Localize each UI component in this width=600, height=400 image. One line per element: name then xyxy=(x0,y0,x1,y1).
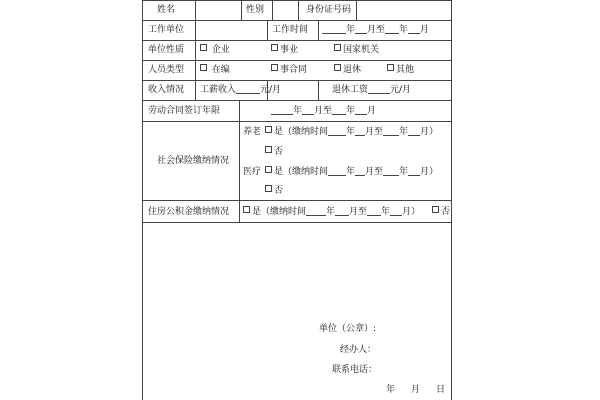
checkbox-icon[interactable] xyxy=(334,64,341,71)
gender-label: 性别 xyxy=(246,5,265,15)
col-divider xyxy=(298,0,299,20)
pension-field: 退休工资 元/月 xyxy=(332,85,412,95)
row-divider xyxy=(143,0,451,1)
row-divider xyxy=(143,80,451,81)
checkbox-icon[interactable] xyxy=(387,64,394,71)
row-divider xyxy=(143,20,451,21)
row-divider xyxy=(143,40,451,41)
option-staff[interactable]: 在编 xyxy=(200,64,230,76)
medical-no-option[interactable]: 否 xyxy=(265,185,283,197)
certificate-form xyxy=(142,0,452,400)
checkbox-icon[interactable] xyxy=(432,206,439,213)
pension-insurance-label: 养老 xyxy=(243,127,262,137)
col-divider xyxy=(239,121,240,222)
row-divider xyxy=(143,60,451,61)
option-state-organ[interactable]: 国家机关 xyxy=(334,44,379,56)
name-label: 姓名 xyxy=(157,5,176,15)
work-time-value: 年 月至 年 月 xyxy=(322,24,429,36)
social-insurance-label: 社会保险缴纳情况 xyxy=(157,156,230,166)
option-other[interactable]: 其他 xyxy=(387,64,414,76)
checkbox-icon[interactable] xyxy=(265,166,272,173)
option-contract[interactable]: 事合同 xyxy=(271,64,307,76)
row-divider xyxy=(143,100,451,101)
date-month: 月 xyxy=(411,385,421,395)
unit-seal-label: 单位（公章）: xyxy=(319,324,377,334)
pension-no-option[interactable]: 否 xyxy=(265,146,283,158)
col-divider xyxy=(318,20,319,40)
col-divider xyxy=(267,20,268,40)
row-divider xyxy=(143,121,451,122)
work-time-label: 工作时间 xyxy=(272,25,309,35)
unit-type-label: 单位性质 xyxy=(148,45,185,55)
checkbox-icon[interactable] xyxy=(243,206,250,213)
housing-no-option[interactable]: 否 xyxy=(432,206,450,218)
option-retired[interactable]: 退休 xyxy=(334,64,361,76)
medical-insurance-label: 医疗 xyxy=(243,167,262,177)
pension-yes-option[interactable]: 是（缴纳时间 年 月至 年 月） xyxy=(265,126,438,138)
phone-label: 联系电话： xyxy=(332,365,378,375)
salary-field: 工薪收入 元/月 xyxy=(200,85,282,95)
checkbox-icon[interactable] xyxy=(200,64,207,71)
col-divider xyxy=(241,0,242,20)
col-divider xyxy=(272,0,273,20)
date-day: 日 xyxy=(436,385,446,395)
contract-term-value: 年 月至 年 月 xyxy=(271,105,376,117)
checkbox-icon[interactable] xyxy=(265,146,272,153)
checkbox-icon[interactable] xyxy=(271,44,278,51)
income-label: 收入情况 xyxy=(148,85,185,95)
checkbox-icon[interactable] xyxy=(334,44,341,51)
col-divider xyxy=(195,20,196,100)
housing-yes-option[interactable]: 是（缴纳时间 年 月至 年 月） xyxy=(243,206,420,218)
checkbox-icon[interactable] xyxy=(265,126,272,133)
employer-label: 工作单位 xyxy=(148,25,185,35)
id-number-label: 身份证号码 xyxy=(306,5,352,15)
handler-label: 经办人： xyxy=(340,345,377,355)
housing-fund-label: 住房公积金缴纳情况 xyxy=(148,207,230,217)
checkbox-icon[interactable] xyxy=(271,64,278,71)
checkbox-icon[interactable] xyxy=(265,185,272,192)
personnel-type-label: 人员类型 xyxy=(148,65,185,75)
row-divider xyxy=(143,222,451,223)
medical-yes-option[interactable]: 是（缴纳时间 年 月至 年 月） xyxy=(265,166,438,178)
row-divider xyxy=(143,200,451,201)
date-year: 年 xyxy=(386,385,396,395)
col-divider xyxy=(318,80,319,100)
option-institution[interactable]: 事业 xyxy=(271,44,298,56)
checkbox-icon[interactable] xyxy=(200,44,207,51)
option-enterprise[interactable]: 企业 xyxy=(200,44,230,56)
col-divider xyxy=(356,0,357,20)
col-divider xyxy=(239,100,240,121)
contract-term-label: 劳动合同签订年限 xyxy=(148,106,221,116)
col-divider xyxy=(195,0,196,20)
